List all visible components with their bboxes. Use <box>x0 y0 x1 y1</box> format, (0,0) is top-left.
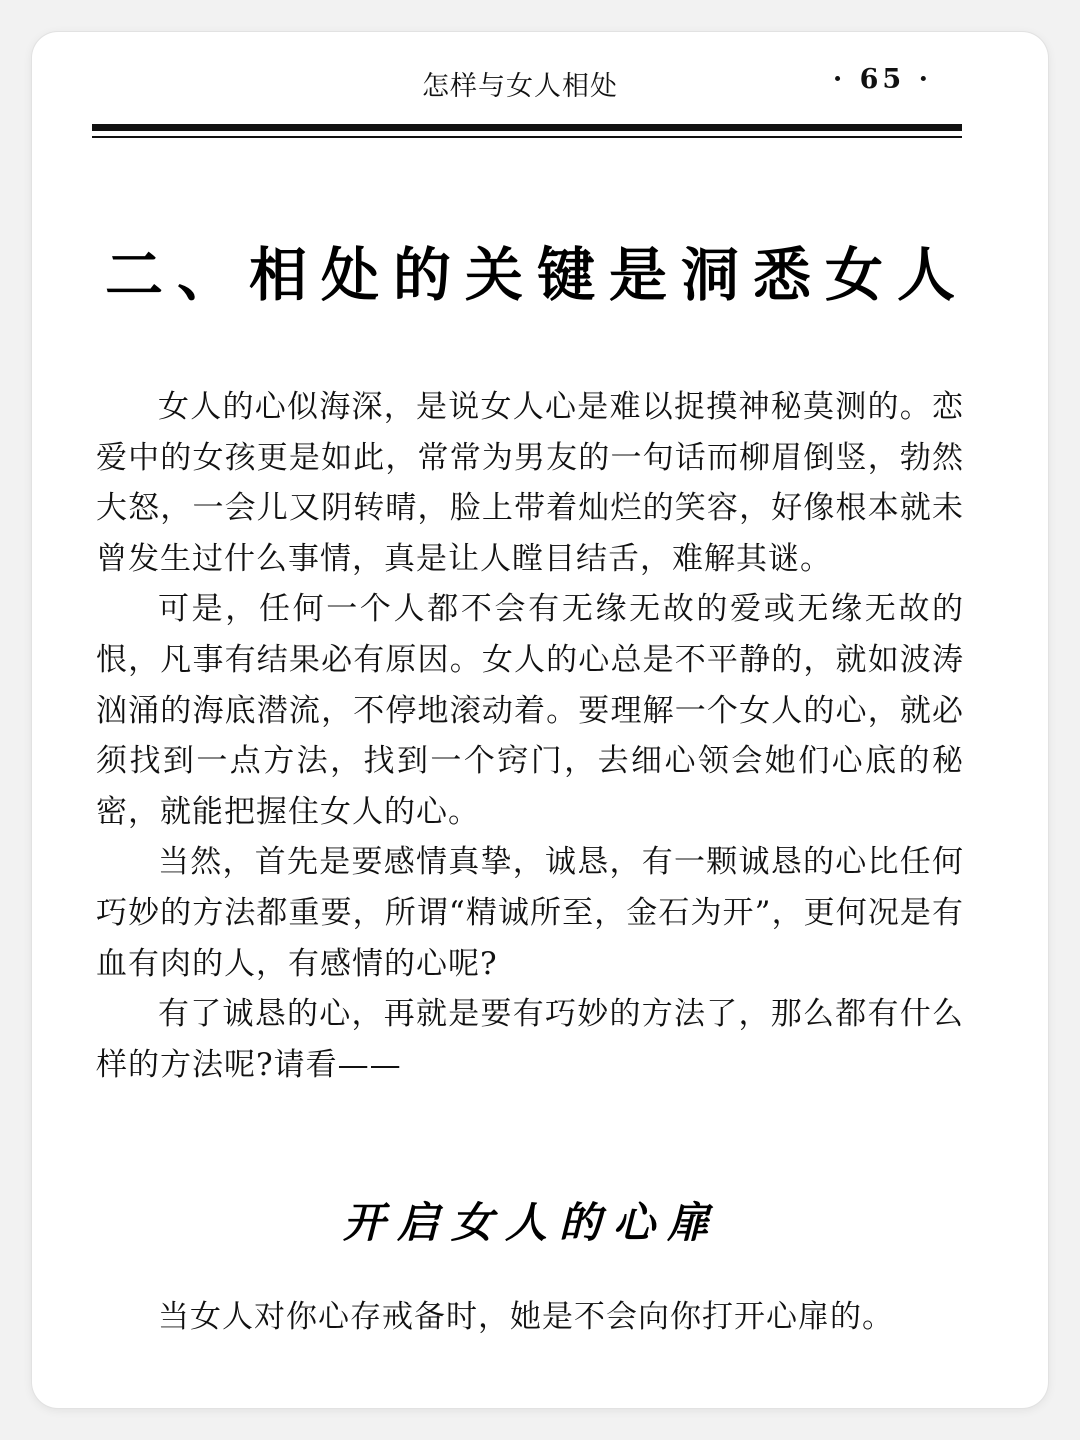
header-rule-thin <box>92 136 962 138</box>
paragraph: 当女人对你心存戒备时，她是不会向你打开心扉的。 <box>158 1299 894 1335</box>
running-title: 怎样与女人相处 <box>422 71 618 102</box>
running-header <box>92 62 962 108</box>
paragraph: 有了诚恳的心，再就是要有巧妙的方法了，那么都有什么样的方法呢?请看—— <box>96 996 964 1083</box>
chapter-title: 二、相处的关键是洞悉女人 <box>104 241 969 309</box>
section-title: 开启女人的心扉 <box>342 1198 721 1247</box>
paragraph: 当然，首先是要感情真挚，诚恳，有一颗诚恳的心比任何巧妙的方法都重要，所谓“精诚所至，金石为开”，更何况是有血有肉的人，有感情的心呢? <box>96 844 964 982</box>
closing-text <box>96 1292 964 1342</box>
paragraph: 可是，任何一个人都不会有无缘无故的爱或无缘无故的恨，凡事有结果必有原因。女人的心总是不平静的，就如波涛汹涌的海底潜流，不停地滚动着。要理解一个女人的心，就必须找到一点方法，找到一个窍门，去细心领会她们心底的秘密，就能把握住女人的心。 <box>96 591 964 830</box>
paragraph: 女人的心似海深，是说女人心是难以捉摸神秘莫测的。恋爱中的女孩更是如此，常常为男友的一句话而柳眉倒竖，勃然大怒，一会儿又阴转晴，脸上带着灿烂的笑容，好像根本就未曾发生过什么事情，真是让人瞠目结舌，难解其谜。 <box>96 389 964 577</box>
page-number: · 65 · <box>832 64 932 95</box>
book-page <box>32 32 1048 1408</box>
header-rule-thick <box>92 124 962 131</box>
body-text <box>96 382 964 1090</box>
